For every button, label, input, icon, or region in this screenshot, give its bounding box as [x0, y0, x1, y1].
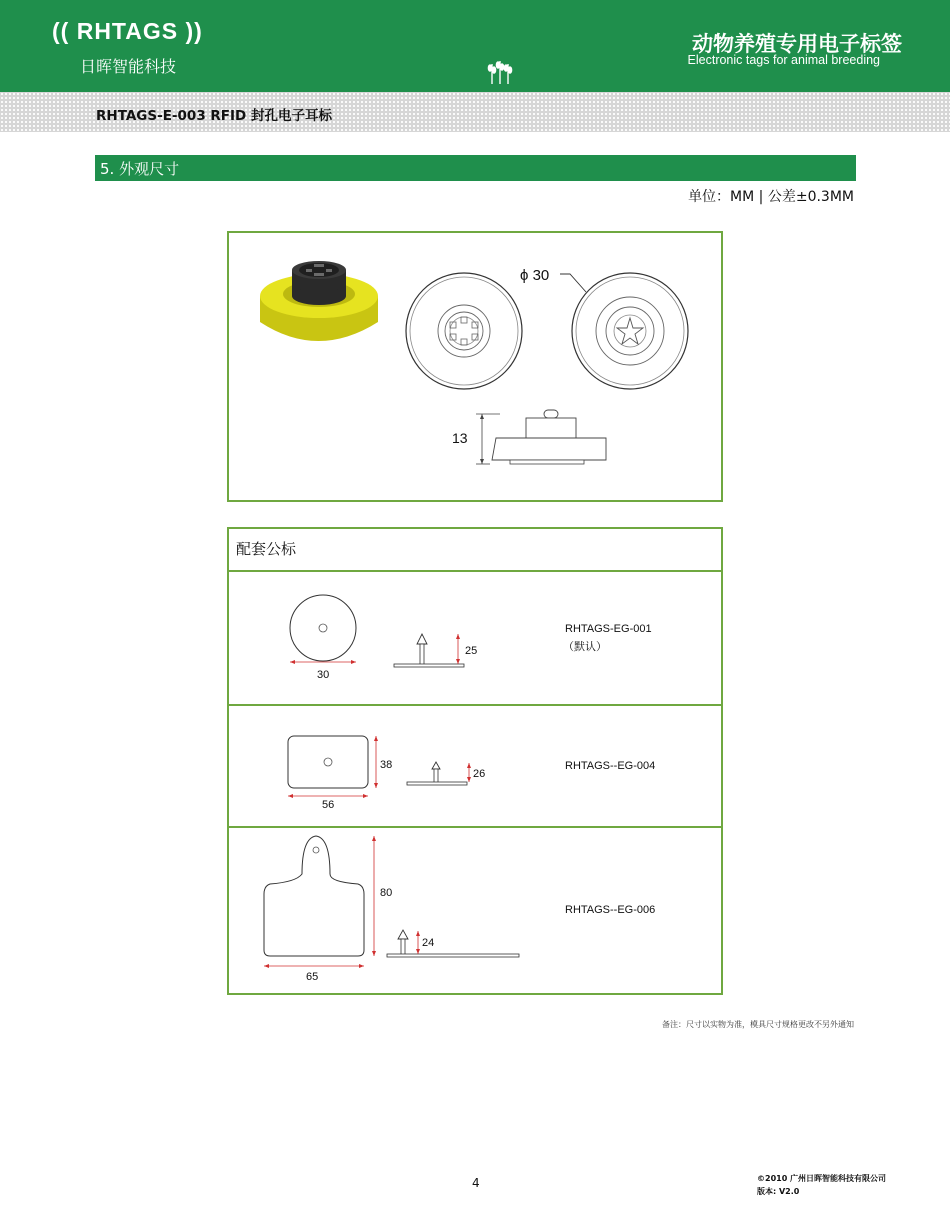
male-pin-side-view [385, 928, 523, 962]
tag-side-view [470, 404, 620, 470]
model-number: RHTAGS--EG-006 [565, 904, 656, 916]
table-divider [227, 826, 723, 828]
pin-height: 25 [465, 645, 478, 657]
rectangle-tag-height: 38 [380, 759, 393, 771]
copyright: ©2010 广州日晖智能科技有限公司 [757, 1174, 887, 1183]
male-pin-side-view [405, 760, 475, 788]
cattle-tag-width: 65 [306, 971, 319, 983]
header-title-cn: 动物养殖专用电子标签 [692, 32, 902, 56]
model-number: RHTAGS-EG-001 [565, 623, 652, 635]
pin-height: 24 [422, 937, 435, 949]
cattle-tag-height: 80 [380, 887, 393, 899]
document-title: RHTAGS-E-003 RFID 封孔电子耳标 [96, 108, 332, 124]
section-title: 5. 外观尺寸 [100, 160, 180, 178]
page-number: 4 [472, 1176, 480, 1190]
pin-height: 26 [473, 768, 486, 780]
footnote: 备注：尺寸以实物为准，模具尺寸规格更改不另外通知 [662, 1020, 854, 1029]
section-bar [95, 155, 856, 181]
model-note: （默认） [563, 641, 607, 653]
table-divider [227, 570, 723, 572]
unit-tolerance: 单位：MM | 公差±0.3MM [688, 189, 854, 205]
model-number: RHTAGS--EG-004 [565, 760, 656, 772]
male-pin-side-view [392, 630, 470, 670]
header-title-en: Electronic tags for animal breeding [687, 53, 880, 67]
round-tag-width: 30 [317, 669, 330, 681]
wheat-icon [486, 58, 514, 84]
cattle-ear-tag-drawing [262, 834, 386, 974]
tag-3d-render [254, 256, 384, 352]
height-label: 13 [452, 430, 468, 446]
version: 版本: V2.0 [757, 1187, 800, 1196]
round-tag-drawing [286, 594, 366, 670]
brand-logo: (( RHTAGS )) [52, 18, 203, 44]
table-divider [227, 704, 723, 706]
diameter-label: ϕ 30 [520, 267, 550, 284]
diameter-leader-line [560, 270, 594, 294]
table-heading: 配套公标 [236, 540, 297, 558]
tag-top-view [403, 270, 525, 392]
rectangle-tag-drawing [286, 734, 382, 802]
rectangle-tag-width: 56 [322, 799, 335, 811]
brand-name-cn: 日晖智能科技 [80, 57, 177, 76]
